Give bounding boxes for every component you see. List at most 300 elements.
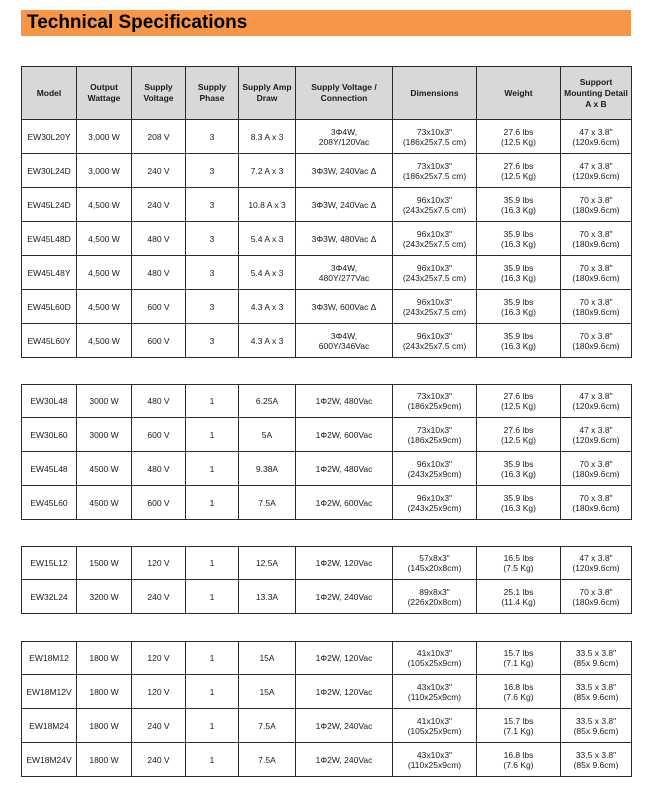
spec-table-single-phase-low [21, 546, 632, 614]
cell-dimensions [393, 546, 477, 580]
cell-output-wattage: 1800 W [77, 641, 132, 675]
cell-dimensions-line: (186x25x7.5 cm) [402, 170, 467, 181]
cell-weight-line: 35.9 lbs [503, 228, 534, 239]
cell-dimensions-line: 73x10x3" [416, 160, 453, 171]
cell-supply-voltage: 240 V [132, 580, 186, 614]
spec-table-single-phase-l [21, 384, 632, 520]
cell-voltage-connection-line: 1Φ2W, 600Vac [315, 429, 373, 440]
cell-voltage-connection-line: 3Φ4W, [330, 126, 358, 137]
cell-supply-phase: 1 [186, 384, 239, 418]
table-row [21, 256, 632, 290]
cell-model: EW45L24D [21, 188, 77, 222]
cell-dimensions-line: 89x8x3" [419, 586, 450, 597]
cell-model: EW30L48 [21, 384, 77, 418]
cell-weight [477, 743, 561, 777]
cell-mounting-detail-line: (180x9.6cm) [572, 468, 620, 479]
cell-supply-voltage: 120 V [132, 675, 186, 709]
cell-supply-phase: 3 [186, 188, 239, 222]
cell-output-wattage: 1500 W [77, 546, 132, 580]
cell-dimensions [393, 120, 477, 154]
cell-weight-line: 27.6 lbs [503, 391, 534, 401]
cell-dimensions-line: 96x10x3" [416, 492, 453, 503]
cell-output-wattage: 3000 W [77, 418, 132, 452]
cell-amp-draw: 7.5A [239, 486, 296, 520]
cell-mounting-detail-line: 70 x 3.8" [579, 330, 613, 341]
cell-supply-phase: 1 [186, 452, 239, 486]
cell-dimensions [393, 743, 477, 777]
cell-dimensions [393, 580, 477, 614]
cell-dimensions-line: (243x25x7.5 cm) [402, 272, 467, 283]
cell-weight-line: 15.7 lbs [503, 715, 534, 726]
cell-mounting-detail-line: 70 x 3.8" [579, 492, 613, 503]
cell-supply-phase: 3 [186, 256, 239, 290]
cell-dimensions [393, 222, 477, 256]
cell-amp-draw: 4.3 A x 3 [239, 324, 296, 358]
table-header [21, 66, 632, 120]
cell-model: EW30L24D [21, 154, 77, 188]
cell-dimensions [393, 256, 477, 290]
table-row [21, 641, 632, 675]
cell-supply-phase: 1 [186, 486, 239, 520]
table-row [21, 188, 632, 222]
cell-supply-phase: 3 [186, 222, 239, 256]
cell-mounting-detail-line: 33.5 x 3.8" [575, 749, 617, 760]
cell-dimensions [393, 188, 477, 222]
cell-dimensions-line: (105x25x9cm) [407, 725, 462, 736]
cell-mounting-detail-line: (85x 9.6cm) [573, 658, 619, 668]
cell-mounting-detail-line: (120x9.6cm) [572, 170, 620, 181]
cell-amp-draw: 5.4 A x 3 [239, 256, 296, 290]
cell-mounting-detail-line: 47 x 3.8" [579, 391, 613, 401]
header-supply-voltage: Supply Voltage [132, 66, 186, 120]
cell-supply-phase: 1 [186, 546, 239, 580]
cell-dimensions-line: 41x10x3" [416, 648, 453, 658]
cell-voltage-connection-line: 600Y/346Vac [318, 340, 370, 351]
cell-amp-draw: 13.3A [239, 580, 296, 614]
cell-amp-draw: 4.3 A x 3 [239, 290, 296, 324]
cell-dimensions-line: 96x10x3" [416, 194, 453, 205]
cell-model: EW18M24V [21, 743, 77, 777]
cell-weight-line: 27.6 lbs [503, 424, 534, 435]
cell-weight [477, 188, 561, 222]
cell-mounting-detail-line: (180x9.6cm) [572, 306, 620, 317]
cell-weight [477, 486, 561, 520]
cell-dimensions [393, 418, 477, 452]
page-title: Technical Specifications [27, 12, 248, 33]
cell-voltage-connection [296, 418, 393, 452]
table-row [21, 675, 632, 709]
cell-weight [477, 418, 561, 452]
cell-amp-draw: 12.5A [239, 546, 296, 580]
cell-output-wattage: 1800 W [77, 709, 132, 743]
cell-output-wattage: 1800 W [77, 675, 132, 709]
cell-dimensions-line: (145x20x8cm) [407, 563, 462, 573]
cell-mounting-detail-line: 47 x 3.8" [579, 424, 613, 435]
cell-supply-voltage: 208 V [132, 120, 186, 154]
cell-model: EW45L60 [21, 486, 77, 520]
cell-supply-voltage: 600 V [132, 486, 186, 520]
cell-amp-draw: 7.5A [239, 743, 296, 777]
cell-mounting-detail-line: (120x9.6cm) [572, 434, 620, 445]
cell-model: EW45L48 [21, 452, 77, 486]
cell-mounting-detail [561, 290, 632, 324]
cell-amp-draw: 8.3 A x 3 [239, 120, 296, 154]
cell-dimensions-line: 73x10x3" [416, 424, 453, 435]
cell-weight-line: (11.4 Kg) [501, 596, 536, 607]
cell-mounting-detail [561, 709, 632, 743]
cell-supply-phase: 3 [186, 290, 239, 324]
header-supply-amp-draw: Supply Amp Draw [239, 66, 296, 120]
cell-mounting-detail-line: (85x 9.6cm) [573, 725, 619, 736]
cell-weight [477, 256, 561, 290]
cell-mounting-detail [561, 384, 632, 418]
title-bar [21, 10, 631, 36]
cell-mounting-detail [561, 452, 632, 486]
cell-dimensions-line: 43x10x3" [416, 749, 453, 760]
header-dimensions: Dimensions [393, 66, 477, 120]
cell-model: EW45L48D [21, 222, 77, 256]
cell-mounting-detail-line: (85x 9.6cm) [573, 759, 619, 770]
cell-weight-line: 15.7 lbs [503, 648, 534, 658]
cell-weight-line: 35.9 lbs [503, 330, 534, 341]
cell-mounting-detail-line: (180x9.6cm) [572, 340, 620, 351]
cell-supply-voltage: 480 V [132, 384, 186, 418]
table-row [21, 222, 632, 256]
cell-voltage-connection [296, 709, 393, 743]
cell-amp-draw: 15A [239, 641, 296, 675]
cell-weight-line: 16.8 lbs [503, 681, 534, 692]
cell-voltage-connection-line: 1Φ2W, 120Vac [315, 686, 373, 697]
cell-dimensions [393, 641, 477, 675]
cell-dimensions [393, 675, 477, 709]
cell-voltage-connection-line: 1Φ2W, 600Vac [315, 497, 373, 508]
cell-model: EW45L48Y [21, 256, 77, 290]
cell-mounting-detail [561, 120, 632, 154]
cell-voltage-connection-line: 3Φ3W, 240Vac Δ [311, 199, 377, 210]
cell-weight-line: 35.9 lbs [503, 492, 534, 503]
cell-weight-line: 35.9 lbs [503, 296, 534, 307]
cell-output-wattage: 4,500 W [77, 188, 132, 222]
cell-weight [477, 709, 561, 743]
cell-voltage-connection-line: 3Φ4W, [330, 262, 358, 273]
cell-output-wattage: 4,500 W [77, 256, 132, 290]
cell-voltage-connection [296, 188, 393, 222]
cell-voltage-connection-line: 480Y/277Vac [318, 272, 370, 283]
cell-voltage-connection-line: 208Y/120Vac [318, 136, 370, 147]
cell-dimensions-line: (243x25x7.5 cm) [402, 340, 467, 351]
table-row [21, 120, 632, 154]
cell-mounting-detail-line: 70 x 3.8" [579, 586, 613, 597]
cell-mounting-detail [561, 546, 632, 580]
cell-weight [477, 641, 561, 675]
cell-amp-draw: 5A [239, 418, 296, 452]
cell-mounting-detail [561, 154, 632, 188]
cell-mounting-detail [561, 188, 632, 222]
cell-voltage-connection [296, 675, 393, 709]
cell-weight-line: (16.3 Kg) [501, 306, 536, 317]
table-row [21, 290, 632, 324]
cell-dimensions-line: (243x25x7.5 cm) [402, 204, 467, 215]
cell-weight-line: 27.6 lbs [503, 126, 534, 137]
cell-weight-line: 25.1 lbs [503, 586, 534, 597]
cell-weight-line: 27.6 lbs [503, 160, 534, 171]
cell-mounting-detail [561, 580, 632, 614]
cell-model: EW45L60Y [21, 324, 77, 358]
cell-weight-line: (7.5 Kg) [503, 563, 534, 573]
cell-output-wattage: 1800 W [77, 743, 132, 777]
cell-voltage-connection [296, 384, 393, 418]
cell-supply-phase: 3 [186, 154, 239, 188]
cell-model: EW30L60 [21, 418, 77, 452]
cell-mounting-detail [561, 486, 632, 520]
cell-weight-line: (12.5 Kg) [501, 170, 536, 181]
cell-dimensions-line: 96x10x3" [416, 296, 453, 307]
cell-amp-draw: 7.5A [239, 709, 296, 743]
cell-voltage-connection [296, 120, 393, 154]
cell-mounting-detail-line: (180x9.6cm) [572, 204, 620, 215]
cell-mounting-detail-line: 33.5 x 3.8" [575, 648, 617, 658]
cell-supply-voltage: 240 V [132, 743, 186, 777]
cell-weight-line: (7.6 Kg) [503, 759, 534, 770]
cell-mounting-detail-line: 70 x 3.8" [579, 262, 613, 273]
table-row [21, 486, 632, 520]
cell-mounting-detail-line: (120x9.6cm) [572, 401, 620, 411]
cell-output-wattage: 4,500 W [77, 324, 132, 358]
cell-supply-voltage: 120 V [132, 546, 186, 580]
cell-weight-line: (12.5 Kg) [501, 434, 536, 445]
cell-model: EW15L12 [21, 546, 77, 580]
cell-voltage-connection-line: 1Φ2W, 480Vac [315, 396, 373, 406]
cell-dimensions-line: 96x10x3" [416, 228, 453, 239]
cell-mounting-detail [561, 324, 632, 358]
cell-mounting-detail-line: (180x9.6cm) [572, 238, 620, 249]
cell-mounting-detail-line: 70 x 3.8" [579, 194, 613, 205]
table-row [21, 384, 632, 418]
cell-weight-line: (16.3 Kg) [501, 340, 536, 351]
cell-voltage-connection [296, 486, 393, 520]
table-row [21, 324, 632, 358]
cell-dimensions [393, 486, 477, 520]
cell-mounting-detail-line: 70 x 3.8" [579, 296, 613, 307]
cell-output-wattage: 3,000 W [77, 154, 132, 188]
cell-weight [477, 120, 561, 154]
cell-dimensions [393, 709, 477, 743]
cell-dimensions-line: (226x20x8cm) [407, 596, 462, 607]
table-row [21, 154, 632, 188]
cell-weight-line: (7.1 Kg) [503, 725, 534, 736]
cell-mounting-detail [561, 418, 632, 452]
cell-weight-line: (16.3 Kg) [501, 468, 536, 479]
cell-mounting-detail [561, 256, 632, 290]
cell-mounting-detail-line: 70 x 3.8" [579, 228, 613, 239]
cell-supply-voltage: 240 V [132, 154, 186, 188]
cell-model: EW30L20Y [21, 120, 77, 154]
cell-weight-line: 35.9 lbs [503, 458, 534, 469]
header-supply-phase: Supply Phase [186, 66, 239, 120]
cell-mounting-detail-line: (120x9.6cm) [572, 563, 620, 573]
cell-supply-phase: 3 [186, 120, 239, 154]
cell-output-wattage: 4500 W [77, 486, 132, 520]
cell-voltage-connection [296, 641, 393, 675]
cell-amp-draw: 7.2 A x 3 [239, 154, 296, 188]
cell-dimensions [393, 384, 477, 418]
cell-model: EW18M24 [21, 709, 77, 743]
cell-weight [477, 154, 561, 188]
header-model: Model [21, 66, 77, 120]
cell-weight [477, 324, 561, 358]
cell-output-wattage: 3200 W [77, 580, 132, 614]
cell-mounting-detail-line: 47 x 3.8" [579, 553, 613, 563]
cell-amp-draw: 5.4 A x 3 [239, 222, 296, 256]
table-row [21, 546, 632, 580]
cell-mounting-detail [561, 641, 632, 675]
cell-mounting-detail-line: (120x9.6cm) [572, 136, 620, 147]
cell-voltage-connection-line: 1Φ2W, 240Vac [315, 720, 373, 731]
cell-dimensions-line: 96x10x3" [416, 458, 453, 469]
cell-mounting-detail-line: 33.5 x 3.8" [575, 681, 617, 692]
cell-dimensions [393, 324, 477, 358]
cell-mounting-detail-line: 70 x 3.8" [579, 458, 613, 469]
header-mounting-detail: Support Mounting Detail A x B [561, 66, 632, 120]
cell-dimensions [393, 452, 477, 486]
cell-output-wattage: 3000 W [77, 384, 132, 418]
cell-supply-phase: 1 [186, 743, 239, 777]
cell-mounting-detail-line: (180x9.6cm) [572, 596, 620, 607]
cell-output-wattage: 4,500 W [77, 290, 132, 324]
cell-voltage-connection-line: 3Φ3W, 480Vac Δ [311, 233, 377, 244]
cell-dimensions-line: 73x10x3" [416, 126, 453, 137]
cell-dimensions-line: 96x10x3" [416, 262, 453, 273]
cell-dimensions-line: (186x25x7.5 cm) [402, 136, 467, 147]
cell-mounting-detail-line: (180x9.6cm) [572, 272, 620, 283]
cell-supply-voltage: 240 V [132, 188, 186, 222]
spec-table-three-phase [21, 66, 632, 358]
cell-voltage-connection-line: 1Φ2W, 120Vac [315, 653, 373, 663]
cell-supply-phase: 1 [186, 709, 239, 743]
cell-voltage-connection-line: 1Φ2W, 240Vac [315, 591, 373, 602]
cell-voltage-connection-line: 3Φ3W, 240Vac Δ [311, 165, 377, 176]
table-row [21, 418, 632, 452]
cell-model: EW45L60D [21, 290, 77, 324]
cell-dimensions-line: (243x25x9cm) [407, 502, 462, 513]
cell-weight-line: (7.1 Kg) [503, 658, 534, 668]
cell-weight-line: 16.5 lbs [503, 553, 534, 563]
cell-supply-voltage: 240 V [132, 709, 186, 743]
cell-mounting-detail-line: 33.5 x 3.8" [575, 715, 617, 726]
cell-dimensions-line: (243x25x9cm) [407, 468, 462, 479]
cell-voltage-connection-line: 3Φ4W, [330, 330, 358, 341]
cell-weight [477, 290, 561, 324]
cell-output-wattage: 4,500 W [77, 222, 132, 256]
cell-supply-phase: 1 [186, 580, 239, 614]
cell-weight-line: (12.5 Kg) [501, 401, 536, 411]
cell-weight-line: (16.3 Kg) [501, 238, 536, 249]
cell-weight [477, 675, 561, 709]
cell-dimensions-line: (243x25x7.5 cm) [402, 306, 467, 317]
cell-dimensions-line: (186x25x9cm) [407, 434, 462, 445]
cell-mounting-detail [561, 743, 632, 777]
cell-voltage-connection [296, 256, 393, 290]
cell-voltage-connection [296, 452, 393, 486]
cell-dimensions-line: (110x25x9cm) [407, 759, 462, 770]
cell-model: EW32L24 [21, 580, 77, 614]
cell-dimensions-line: 57x8x3" [419, 553, 450, 563]
cell-voltage-connection-line: 3Φ3W, 600Vac Δ [311, 301, 377, 312]
table-row [21, 709, 632, 743]
cell-supply-voltage: 120 V [132, 641, 186, 675]
cell-voltage-connection [296, 222, 393, 256]
header-voltage-connection: Supply Voltage / Connection [296, 66, 393, 120]
cell-weight [477, 580, 561, 614]
cell-weight-line: (16.3 Kg) [501, 502, 536, 513]
cell-voltage-connection [296, 743, 393, 777]
cell-voltage-connection [296, 290, 393, 324]
cell-supply-voltage: 480 V [132, 256, 186, 290]
cell-model: EW18M12V [21, 675, 77, 709]
cell-supply-voltage: 480 V [132, 222, 186, 256]
cell-output-wattage: 3,000 W [77, 120, 132, 154]
cell-dimensions [393, 154, 477, 188]
header-weight: Weight [477, 66, 561, 120]
cell-output-wattage: 4500 W [77, 452, 132, 486]
cell-dimensions-line: 43x10x3" [416, 681, 453, 692]
cell-weight-line: 35.9 lbs [503, 194, 534, 205]
cell-voltage-connection-line: 1Φ2W, 480Vac [315, 463, 373, 474]
cell-supply-voltage: 480 V [132, 452, 186, 486]
cell-voltage-connection-line: 1Φ2W, 120Vac [315, 558, 373, 568]
cell-voltage-connection [296, 580, 393, 614]
cell-weight [477, 546, 561, 580]
cell-supply-voltage: 600 V [132, 290, 186, 324]
cell-amp-draw: 6.25A [239, 384, 296, 418]
cell-mounting-detail-line: (85x 9.6cm) [573, 691, 619, 702]
cell-supply-phase: 1 [186, 675, 239, 709]
cell-supply-voltage: 600 V [132, 418, 186, 452]
cell-dimensions-line: (186x25x9cm) [407, 401, 462, 411]
cell-weight [477, 384, 561, 418]
cell-supply-phase: 1 [186, 418, 239, 452]
cell-amp-draw: 15A [239, 675, 296, 709]
cell-supply-voltage: 600 V [132, 324, 186, 358]
cell-supply-phase: 1 [186, 641, 239, 675]
table-row [21, 580, 632, 614]
spec-table-m-series [21, 641, 632, 777]
cell-weight-line: (16.3 Kg) [501, 272, 536, 283]
cell-weight-line: (12.5 Kg) [501, 136, 536, 147]
cell-voltage-connection [296, 154, 393, 188]
table-row [21, 743, 632, 777]
cell-weight [477, 222, 561, 256]
cell-voltage-connection [296, 324, 393, 358]
cell-weight [477, 452, 561, 486]
cell-weight-line: (16.3 Kg) [501, 204, 536, 215]
cell-voltage-connection [296, 546, 393, 580]
header-output-wattage: Output Wattage [77, 66, 132, 120]
cell-dimensions-line: (243x25x7.5 cm) [402, 238, 467, 249]
cell-supply-phase: 3 [186, 324, 239, 358]
cell-amp-draw: 9.38A [239, 452, 296, 486]
cell-mounting-detail-line: 47 x 3.8" [579, 126, 613, 137]
cell-dimensions-line: (105x25x9cm) [407, 658, 462, 668]
cell-dimensions-line: 41x10x3" [416, 715, 453, 726]
cell-mounting-detail [561, 222, 632, 256]
cell-weight-line: 35.9 lbs [503, 262, 534, 273]
cell-mounting-detail-line: (180x9.6cm) [572, 502, 620, 513]
cell-voltage-connection-line: 1Φ2W, 240Vac [315, 754, 373, 765]
cell-dimensions-line: (110x25x9cm) [407, 691, 462, 702]
cell-amp-draw: 10.8 A x 3 [239, 188, 296, 222]
cell-dimensions [393, 290, 477, 324]
